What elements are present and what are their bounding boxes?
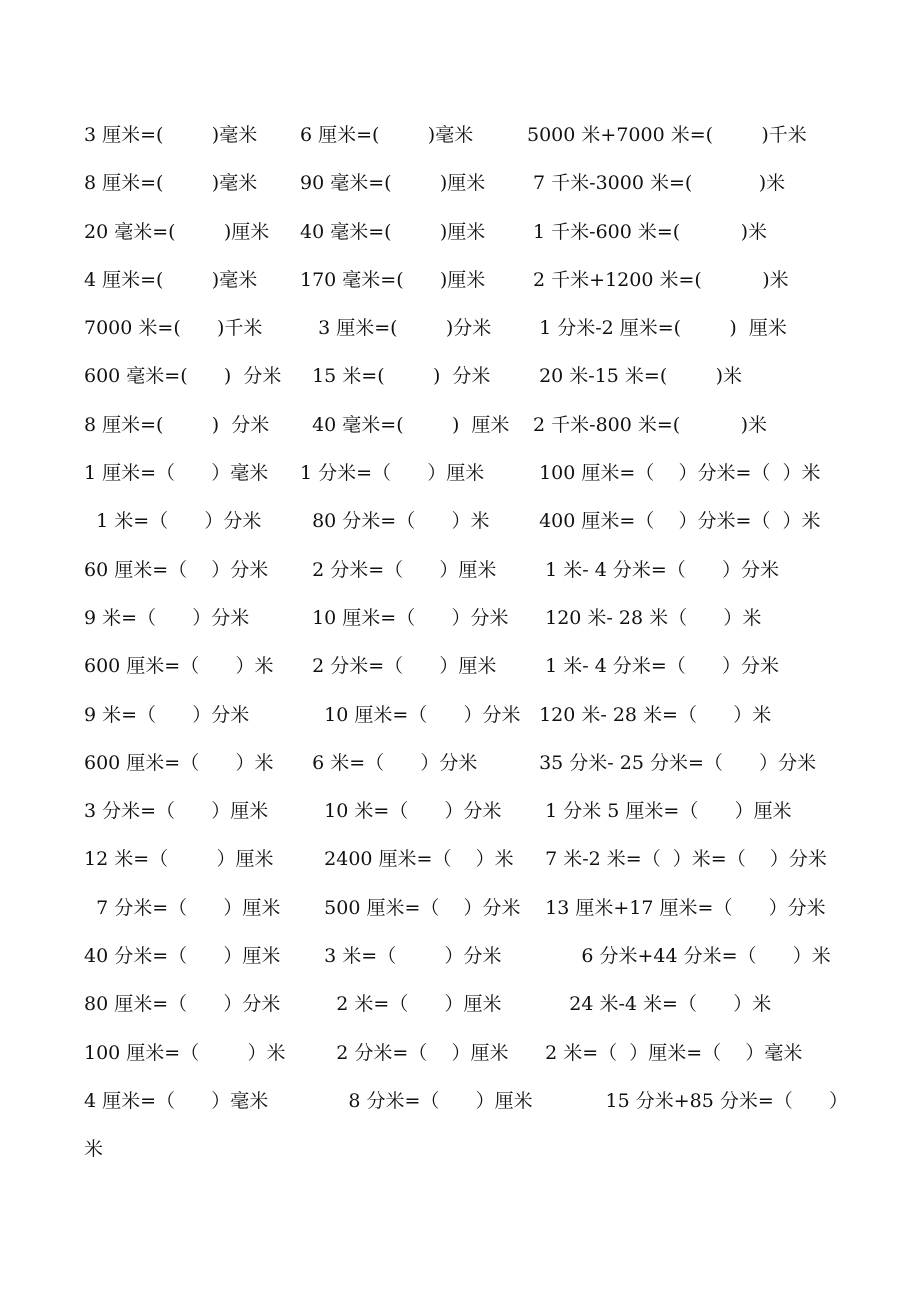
exercise-item: 10 厘米=（ ）分米 xyxy=(300,703,521,726)
exercise-item: 3 厘米=( )毫米 xyxy=(84,124,258,146)
exercise-item: 400 厘米=（ ）分米=（ ）米 xyxy=(527,510,821,533)
exercise-item: 1 米=（ ）分米 xyxy=(84,510,262,533)
exercise-item: 13 厘米+17 厘米=（ ）分米 xyxy=(527,896,826,919)
exercise-item: 80 分米=（ ）米 xyxy=(300,510,490,533)
exercise-row xyxy=(0,694,920,742)
exercise-row-tail xyxy=(0,1128,920,1176)
exercise-item: 8 厘米=( )毫米 xyxy=(84,172,258,195)
exercise-item: 1 米- 4 分米=（ ）分米 xyxy=(527,558,779,581)
exercise-item: 12 米=（ ）厘米 xyxy=(84,848,274,871)
exercise-item: 7 分米=（ ）厘米 xyxy=(84,896,281,919)
exercise-item: 600 厘米=（ ）米 xyxy=(84,655,274,678)
exercise-item: 120 米- 28 米=（ ）米 xyxy=(527,703,772,726)
exercise-item: 24 米-4 米=（ ）米 xyxy=(527,993,772,1016)
exercise-item: 5000 米+7000 米=( )千米 xyxy=(527,124,807,146)
exercise-row xyxy=(0,790,920,838)
exercise-row xyxy=(0,211,920,259)
exercise-item: 40 分米=（ ）厘米 xyxy=(84,945,281,968)
exercise-row xyxy=(0,645,920,693)
exercise-item: 7000 米=( )千米 xyxy=(84,317,263,340)
exercise-item: 6 分米+44 分米=（ ）米 xyxy=(527,945,831,968)
exercise-row xyxy=(0,549,920,597)
exercise-item: 15 米=( ) 分米 xyxy=(300,365,491,388)
exercise-item: 3 分米=（ ）厘米 xyxy=(84,800,269,823)
exercise-item: 2 米=（ ）厘米=（ ）毫米 xyxy=(527,1041,803,1064)
exercise-row xyxy=(0,114,920,162)
exercise-item: 2 分米=（ ）厘米 xyxy=(300,558,497,581)
exercise-row xyxy=(0,935,920,983)
exercise-item: 90 毫米=( )厘米 xyxy=(300,172,486,195)
exercise-row xyxy=(0,1080,920,1128)
exercise-item: 4 厘米=（ ）毫米 xyxy=(84,1089,269,1112)
exercise-item: 7 千米-3000 米=( )米 xyxy=(527,172,786,195)
exercise-item: 2 分米=（ ）厘米 xyxy=(300,655,497,678)
exercise-item: 9 米=（ ）分米 xyxy=(84,606,250,629)
exercise-row xyxy=(0,500,920,548)
exercise-item: 600 厘米=（ ）米 xyxy=(84,751,274,774)
exercise-row xyxy=(0,1032,920,1080)
exercise-item: 8 厘米=( ) 分米 xyxy=(84,413,270,436)
exercise-item: 7 米-2 米=（ ）米=（ ）分米 xyxy=(527,848,827,871)
exercise-item: 1 厘米=（ ）毫米 xyxy=(84,462,269,485)
exercise-item: 2 分米=（ ）厘米 xyxy=(300,1041,509,1064)
exercise-item: 2 千米+1200 米=( )米 xyxy=(527,268,789,291)
exercise-item: 6 厘米=( )毫米 xyxy=(300,124,474,146)
exercise-item: 1 米- 4 分米=（ ）分米 xyxy=(527,655,779,678)
exercise-item: 60 厘米=（ ）分米 xyxy=(84,558,269,581)
exercise-item: 120 米- 28 米（ ）米 xyxy=(527,606,762,629)
exercise-item: 6 米=（ ）分米 xyxy=(300,751,478,774)
exercise-item: 1 分米=（ ）厘米 xyxy=(300,462,485,485)
exercise-row xyxy=(0,307,920,355)
exercise-item: 100 厘米=（ ）米 xyxy=(84,1041,286,1064)
conversion-exercises xyxy=(0,114,920,1177)
exercise-item: 9 米=（ ）分米 xyxy=(84,703,250,726)
exercise-item: 1 分米-2 厘米=( ) 厘米 xyxy=(527,317,787,340)
exercise-item: 1 千米-600 米=( )米 xyxy=(527,220,768,243)
exercise-row xyxy=(0,452,920,500)
exercise-item: 15 分米+85 分米=（ ） xyxy=(527,1089,849,1112)
exercise-item: 40 毫米=( )厘米 xyxy=(300,220,486,243)
exercise-item: 500 厘米=（ ）分米 xyxy=(300,896,521,919)
exercise-row xyxy=(0,838,920,886)
exercise-row xyxy=(0,404,920,452)
exercise-item: 170 毫米=( )厘米 xyxy=(300,268,486,291)
exercise-row xyxy=(0,983,920,1031)
exercise-item: 4 厘米=( )毫米 xyxy=(84,268,258,291)
exercise-item: 2400 厘米=（ ）米 xyxy=(300,848,514,871)
exercise-item: 600 毫米=( ) 分米 xyxy=(84,365,282,388)
exercise-row xyxy=(0,259,920,307)
exercise-item: 40 毫米=( ) 厘米 xyxy=(300,413,510,436)
exercise-item: 2 米=（ ）厘米 xyxy=(300,993,502,1016)
exercise-item: 20 毫米=( )厘米 xyxy=(84,220,270,243)
exercise-item: 10 厘米=（ ）分米 xyxy=(300,606,509,629)
exercise-item: 8 分米=（ ）厘米 xyxy=(300,1089,533,1112)
wrapped-unit: 米 xyxy=(84,1138,104,1161)
exercise-row xyxy=(0,597,920,645)
exercise-row xyxy=(0,355,920,403)
exercise-item: 100 厘米=（ ）分米=（ ）米 xyxy=(527,462,821,485)
exercise-item: 35 分米- 25 分米=（ ）分米 xyxy=(527,751,817,774)
exercise-row xyxy=(0,162,920,210)
exercise-item: 80 厘米=（ ）分米 xyxy=(84,993,281,1016)
exercise-row xyxy=(0,742,920,790)
exercise-item: 1 分米 5 厘米=（ ）厘米 xyxy=(527,800,792,823)
exercise-item: 2 千米-800 米=( )米 xyxy=(527,413,768,436)
exercise-item: 3 厘米=( )分米 xyxy=(300,317,492,340)
exercise-item: 20 米-15 米=( )米 xyxy=(527,365,742,388)
exercise-row xyxy=(0,887,920,935)
exercise-item: 10 米=（ ）分米 xyxy=(300,800,502,823)
exercise-item: 3 米=（ ）分米 xyxy=(300,945,502,968)
